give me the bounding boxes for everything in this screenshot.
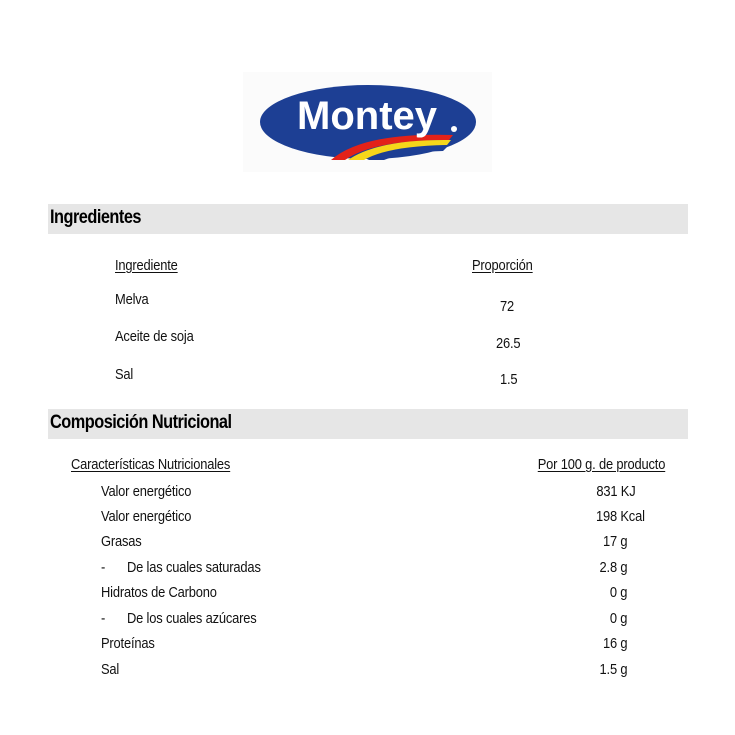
- nutrition-row-value: 198 Kcal: [596, 508, 645, 525]
- proportion-column-header: Proporción: [472, 257, 533, 274]
- nutrition-row-name: Valor energético: [101, 508, 192, 525]
- nutrition-row-name: De los cuales azúcares: [127, 610, 257, 627]
- nutrition-row-value: 2.8 g: [599, 559, 627, 576]
- nutrition-characteristic-column-header: Características Nutricionales: [71, 456, 231, 473]
- ingredient-column-header: Ingrediente: [115, 257, 178, 274]
- nutrition-row-bullet: -: [101, 559, 106, 576]
- nutrition-row-name: Valor energético: [101, 483, 192, 500]
- montey-logo-icon: [243, 72, 492, 172]
- nutrition-title: Composición Nutricional: [50, 412, 232, 433]
- nutrition-row-name: Grasas: [101, 533, 142, 550]
- nutrition-row-value: 16 g: [602, 635, 627, 652]
- ingredient-proportion: 1.5: [500, 371, 518, 388]
- ingredient-name: Sal: [115, 366, 134, 383]
- nutrition-row-value: 0 g: [609, 584, 627, 601]
- brand-logo: [243, 72, 492, 172]
- ingredients-section-header: [48, 204, 688, 234]
- ingredient-proportion: 72: [500, 298, 515, 315]
- nutrition-value-column-header: Por 100 g. de producto: [537, 456, 665, 473]
- ingredient-proportion: 26.5: [496, 335, 521, 352]
- ingredient-name: Melva: [115, 291, 149, 308]
- nutrition-row-value: 0 g: [609, 610, 627, 627]
- nutrition-row-name: Sal: [101, 661, 120, 678]
- nutrition-section-header: [48, 409, 688, 439]
- nutrition-row-value: 17 g: [602, 533, 627, 550]
- ingredient-name: Aceite de soja: [115, 328, 194, 345]
- ingredients-title: Ingredientes: [50, 207, 141, 228]
- nutrition-row-name: Hidratos de Carbono: [101, 584, 217, 601]
- nutrition-row-value: 1.5 g: [599, 661, 627, 678]
- nutrition-row-name: Proteínas: [101, 635, 155, 652]
- logo-brand-text: Montey: [297, 94, 437, 138]
- nutrition-row-value: 831 KJ: [595, 483, 635, 500]
- nutrition-row-name: De las cuales saturadas: [127, 559, 261, 576]
- nutrition-row-bullet: -: [101, 610, 106, 627]
